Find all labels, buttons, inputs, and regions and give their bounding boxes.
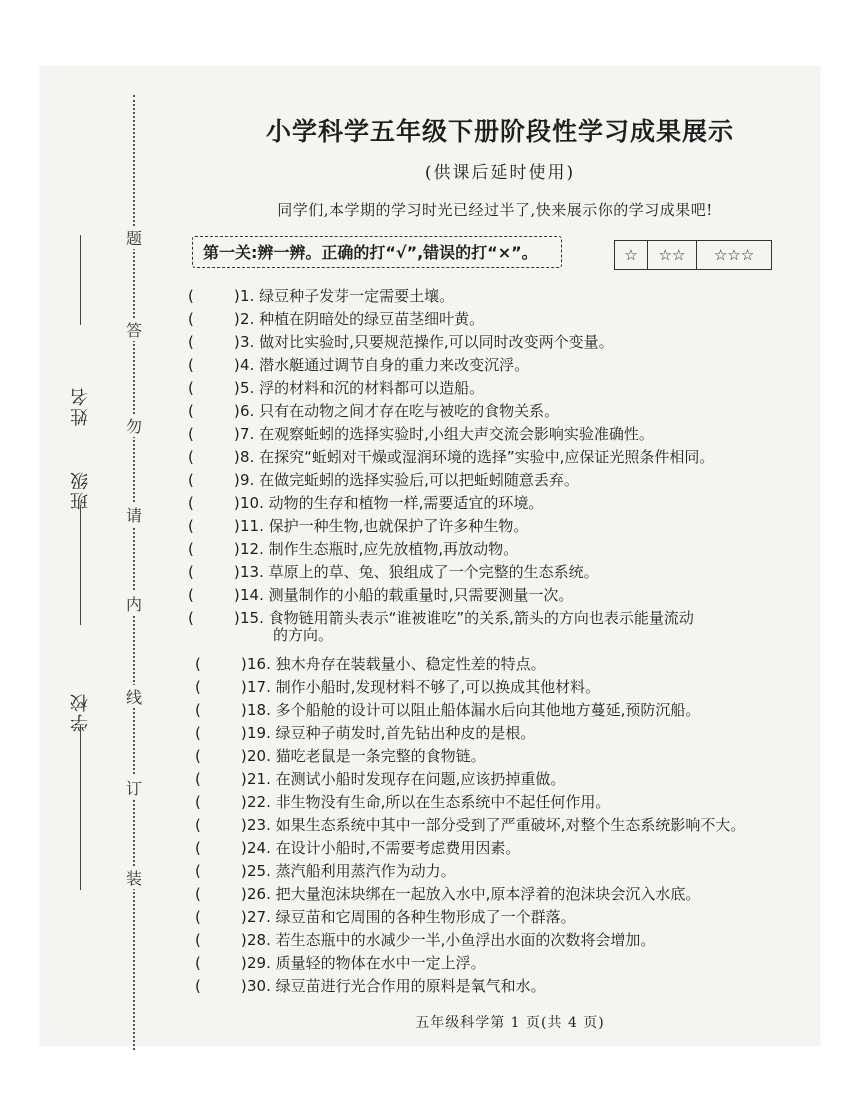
question-text: 13. 草原上的草、兔、狼组成了一个完整的生态系统。 [240,563,599,581]
binding-char: 内 [120,592,148,615]
paren-open: ( [195,862,201,880]
question-text: 25. 蒸汽船利用蒸汽作为动力。 [247,862,456,880]
binding-char: 勿 [120,414,148,437]
question-item [195,906,576,928]
question-text: 30. 绿豆苗进行光合作用的原料是氧气和水。 [247,977,546,995]
question-text: 17. 制作小船时,发现材料不够了,可以换成其他材料。 [247,678,601,696]
question-item [188,469,579,491]
binding-chars [120,0,148,1113]
question-item [195,791,610,813]
paren-close: ) [240,885,247,903]
paren-close: ) [233,310,240,328]
question-text: 28. 若生态瓶中的水减少一半,小鱼浮出水面的次数将会增加。 [247,931,656,949]
answer-blank[interactable] [195,699,247,721]
paren-close: ) [240,655,247,673]
question-text: 15. 食物链用箭头表示“谁被谁吃”的关系,箭头的方向也表示能量流动 [240,609,694,627]
question-item [188,377,484,399]
answer-blank[interactable] [195,860,247,882]
paren-open: ( [195,724,201,742]
paren-close: ) [233,402,240,420]
paren-open: ( [188,563,194,581]
answer-blank[interactable] [195,768,247,790]
paren-close: ) [240,908,247,926]
paren-close: ) [233,448,240,466]
paren-open: ( [195,931,201,949]
answer-blank[interactable] [188,469,240,491]
intro-text: 同学们,本学期的学习时光已经过半了,快来展示你的学习成果吧! [277,201,713,219]
paren-open: ( [188,402,194,420]
paren-close: ) [233,333,240,351]
question-item [195,676,600,698]
question-item [188,400,559,422]
answer-blank[interactable] [188,538,240,560]
question-item [195,814,745,836]
paren-close: ) [240,816,247,834]
answer-blank[interactable] [195,676,247,698]
paren-open: ( [188,494,194,512]
answer-blank[interactable] [195,653,247,675]
name-label: 姓名 [70,386,91,426]
question-text: 29. 质量轻的物体在水中一定上浮。 [247,954,486,972]
question-item [188,584,573,606]
question-item [188,331,614,353]
star-rating-box [614,240,772,270]
paren-close: ) [240,954,247,972]
answer-blank[interactable] [195,791,247,813]
question-item [188,308,484,330]
question-continuation: 的方向。 [273,626,334,644]
school-line [80,725,81,890]
question-text: 9. 在做完蚯蚓的选择实验后,可以把蚯蚓随意丢弃。 [240,471,579,489]
answer-blank[interactable] [188,561,240,583]
question-item [195,952,486,974]
paren-close: ) [233,425,240,443]
paren-close: ) [233,563,240,581]
binding-char: 线 [120,685,148,708]
paren-open: ( [195,885,201,903]
question-item [195,860,456,882]
paren-open: ( [188,448,194,466]
paren-open: ( [195,747,201,765]
paren-close: ) [240,977,247,995]
question-text: 8. 在探究“蚯蚓对干燥或湿润环境的选择”实验中,应保证光照条件相同。 [240,448,715,466]
binding-char: 请 [120,503,148,526]
section-heading: 第一关:辨一辨。正确的打“√”,错误的打“×”。 [192,236,562,268]
paren-open: ( [188,425,194,443]
paren-close: ) [240,770,247,788]
star-icon[interactable]: ☆☆☆ [713,246,755,264]
paren-open: ( [195,701,201,719]
paren-close: ) [233,540,240,558]
question-text: 23. 如果生态系统中其中一部分受到了严重破坏,对整个生态系统影响不大。 [247,816,746,834]
question-text: 1. 绿豆种子发芽一定需要土壤。 [240,287,455,305]
star-icon[interactable]: ☆ [615,241,648,269]
question-text: 5. 浮的材料和沉的材料都可以造船。 [240,379,485,397]
paren-open: ( [188,287,194,305]
question-text: 7. 在观察蚯蚓的选择实验时,小组大声交流会影响实验准确性。 [240,425,654,443]
question-item [188,492,543,514]
answer-blank[interactable] [188,400,240,422]
answer-blank[interactable] [188,584,240,606]
answer-blank[interactable] [188,331,240,353]
paren-open: ( [188,586,194,604]
question-item [188,561,599,583]
answer-blank[interactable] [188,377,240,399]
question-text: 4. 潜水艇通过调节自身的重力来改变沉浮。 [240,356,530,374]
question-text: 27. 绿豆苗和它周围的各种生物形成了一个群落。 [247,908,576,926]
page-footer: 五年级科学第 1 页(共 4 页) [415,1015,605,1031]
paren-close: ) [233,609,240,627]
question-text: 21. 在测试小船时发现存在问题,应该扔掉重做。 [247,770,566,788]
paren-close: ) [240,793,247,811]
paren-open: ( [188,517,194,535]
answer-blank[interactable] [195,952,247,974]
answer-blank[interactable] [188,607,240,629]
paren-close: ) [233,517,240,535]
answer-blank[interactable] [195,745,247,767]
question-item [188,423,654,445]
question-text: 6. 只有在动物之间才存在吃与被吃的食物关系。 [240,402,560,420]
paren-close: ) [233,586,240,604]
paren-open: ( [195,839,201,857]
paren-open: ( [195,908,201,926]
answer-blank[interactable] [188,515,240,537]
paren-open: ( [188,333,194,351]
question-text: 19. 绿豆种子萌发时,首先钻出种皮的是根。 [247,724,536,742]
question-item [195,975,546,997]
question-item [195,837,520,859]
paren-close: ) [240,701,247,719]
question-text: 10. 动物的生存和植物一样,需要适宜的环境。 [240,494,544,512]
paren-open: ( [195,770,201,788]
question-text: 2. 种植在阴暗处的绿豆苗茎细叶黄。 [240,310,485,328]
question-text: 11. 保护一种生物,也就保护了许多种生物。 [240,517,529,535]
question-item [195,699,700,721]
answer-blank[interactable] [188,423,240,445]
question-text: 18. 多个船舱的设计可以阻止船体漏水后向其他地方蔓延,预防沉船。 [247,701,701,719]
star-icon[interactable]: ☆☆ [648,241,697,269]
name-line [80,235,81,325]
paren-open: ( [188,540,194,558]
answer-blank[interactable] [188,492,240,514]
answer-blank[interactable] [195,906,247,928]
school-label: 学校 [70,692,91,732]
question-text: 14. 测量制作的小船的载重量时,只需要测量一次。 [240,586,574,604]
binding-char: 订 [120,776,148,799]
paren-open: ( [188,379,194,397]
paren-close: ) [233,471,240,489]
question-text: 3. 做对比实验时,只要规范操作,可以同时改变两个变量。 [240,333,614,351]
answer-blank[interactable] [195,722,247,744]
paren-open: ( [195,954,201,972]
question-text: 22. 非生物没有生命,所以在生态系统中不起任何作用。 [247,793,611,811]
paren-open: ( [195,678,201,696]
question-item [195,768,565,790]
question-text: 20. 猫吃老鼠是一条完整的食物链。 [247,747,486,765]
question-text: 24. 在设计小船时,不需要考虑费用因素。 [247,839,521,857]
page-title: 小学科学五年级下册阶段性学习成果展示 [265,117,734,146]
question-item [195,883,700,905]
question-text: 16. 独木舟存在装载量小、稳定性差的特点。 [247,655,546,673]
paren-open: ( [195,793,201,811]
paren-close: ) [233,494,240,512]
question-item [195,929,655,951]
paren-close: ) [240,839,247,857]
paren-open: ( [188,310,194,328]
paren-close: ) [240,724,247,742]
binding-char: 题 [120,226,148,249]
answer-blank[interactable] [188,308,240,330]
answer-blank[interactable] [195,883,247,905]
binding-char: 答 [120,318,148,341]
question-item [188,515,528,537]
paren-close: ) [233,356,240,374]
question-item [188,446,714,468]
paren-open: ( [188,356,194,374]
binding-char: 装 [120,866,148,889]
question-item [188,285,454,307]
paren-open: ( [188,609,194,627]
answer-blank[interactable] [188,285,240,307]
question-item [195,722,535,744]
paren-close: ) [233,379,240,397]
paren-close: ) [233,287,240,305]
question-item [188,607,694,629]
class-line [80,505,81,625]
answer-blank[interactable] [195,929,247,951]
question-text: 26. 把大量泡沫块绑在一起放入水中,原本浮着的泡沫块会沉入水底。 [247,885,701,903]
answer-blank[interactable] [195,975,247,997]
paren-close: ) [240,678,247,696]
paren-open: ( [195,655,201,673]
question-item [188,354,529,376]
answer-blank[interactable] [195,814,247,836]
paren-close: ) [240,931,247,949]
paren-open: ( [188,471,194,489]
paren-open: ( [195,977,201,995]
question-text: 12. 制作生态瓶时,应先放植物,再放动物。 [240,540,519,558]
answer-blank[interactable] [188,446,240,468]
paren-open: ( [195,816,201,834]
answer-blank[interactable] [188,354,240,376]
question-item [188,538,518,560]
paren-close: ) [240,747,247,765]
question-item [195,653,546,675]
question-item [195,745,486,767]
answer-blank[interactable] [195,837,247,859]
paren-close: ) [240,862,247,880]
class-label: 班级 [70,470,91,510]
page-subtitle: (供课后延时使用) [424,163,576,183]
